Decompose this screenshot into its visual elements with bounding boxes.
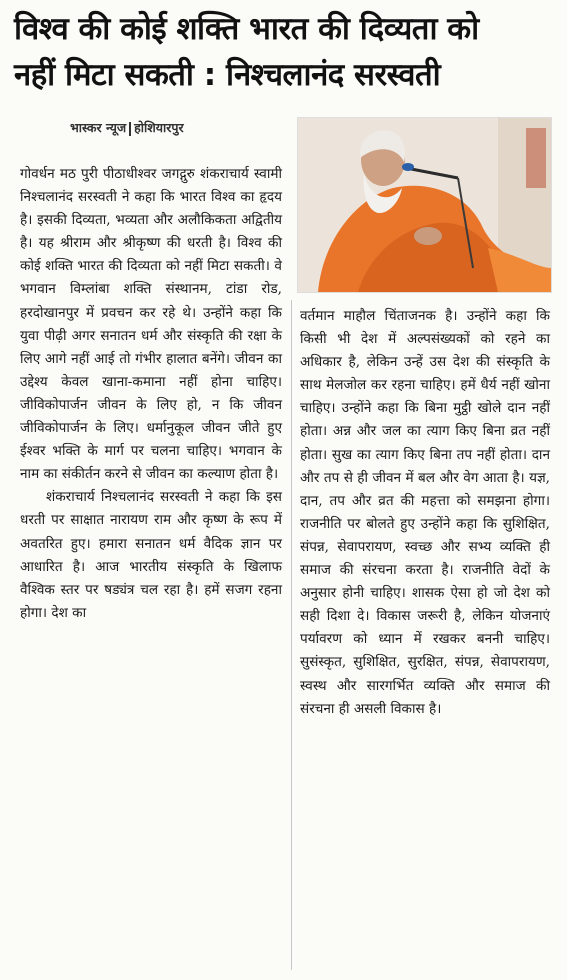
article-paragraph: गोवर्धन मठ पुरी पीठाधीश्वर जगद्गुरु शंकराचार्य स्वामी निश्चलानंद सरस्वती ने कहा कि भारत विश्व का हृदय है। इसकी दिव्यता, भव्यता और अलौकिकता अद्वितीय है। यह श्रीराम और श्रीकृष्ण की धरती है। विश्व की कोई शक्ति भारत की दिव्यता को नहीं मिटा सकती। वे भगवान विम्लांबा शक्ति संस्थानम, टांडा रोड, हरदोखानपुर में प्रवचन कर रहे थे। उन्होंने कहा कि युवा पीढ़ी अगर सनातन धर्म और संस्कृति की रक्षा के लिए आगे नहीं आई तो गंभीर हालात बनेंगे। जीवन का उद्देश्य केवल खाना-कमाना नहीं होना चाहिए। जीविकोपार्जन जीवन के लिए हो, न कि जीवन जीविकोपार्जन के लिए। धर्मानुकूल जीवन जीते हुए ईश्वर भक्ति के मार्ग पर चलना चाहिए। भगवान के नाम का संकीर्तन करने से जीवन का कल्याण होता है। [20,166,282,483]
byline-separator [129,122,131,136]
speaker-photo-icon [298,118,551,292]
speaker-photo [297,117,552,293]
article-right-column [300,305,550,721]
headline [14,6,559,98]
headline-line-1: विश्व की कोई शक्ति भारत की दिव्यता को [14,11,479,47]
headline-line-2: नहीं मिटा सकती : निश्चलानंद सरस्वती [14,57,441,93]
byline-place: होशियारपुर [134,120,184,135]
byline-source: भास्कर न्यूज [70,120,127,135]
article-left-column [20,163,282,625]
article-paragraph: शंकराचार्य निश्चलानंद सरस्वती ने कहा कि इस धरती पर साक्षात नारायण राम और कृष्ण के रूप में अवतरित हुए। हमारा सनातन धर्म वैदिक ज्ञान पर आधारित है। आज भारतीय संस्कृति के खिलाफ वैश्विक स्तर पर षड्यंत्र चल रहा है। हमें सजग रहना होगा। देश का [20,489,282,621]
column-divider [291,300,292,970]
byline [70,119,184,136]
article-paragraph: वर्तमान माहौल चिंताजनक है। उन्होंने कहा कि किसी भी देश में अल्पसंख्यकों को रहने का अधिकार है, लेकिन उन्हें उस देश की संस्कृति के साथ मेलजोल कर रहना चाहिए। हमें धैर्य नहीं खोना चाहिए। उन्होंने कहा कि बिना मुट्ठी खोले दान नहीं होता। अन्न और जल का त्याग किए बिना व्रत नहीं होता। सुख का त्याग किए बिना तप नहीं होता। दान और तप से ही जीवन में बल और वेग आता है। यज्ञ, दान, तप और व्रत की महत्ता को समझना होगा। राजनीति पर बोलते हुए उन्होंने कहा कि सुशिक्षित, संपन्न, सेवापरायण, स्वच्छ और सभ्य व्यक्ति ही समाज की संरचना करता है। राजनीति वेदों के अनुसार होनी चाहिए। शासक ऐसा हो जो देश को सही दिशा दे। विकास जरूरी है, लेकिन योजनाएं पर्यावरण को ध्यान में रखकर बननी चाहिए। सुसंस्कृत, सुशिक्षित, सुरक्षित, संपन्न, सेवापरायण, स्वस्थ और सारगर्भित व्यक्ति और समाज की संरचना ही असली विकास है। [300,308,550,717]
